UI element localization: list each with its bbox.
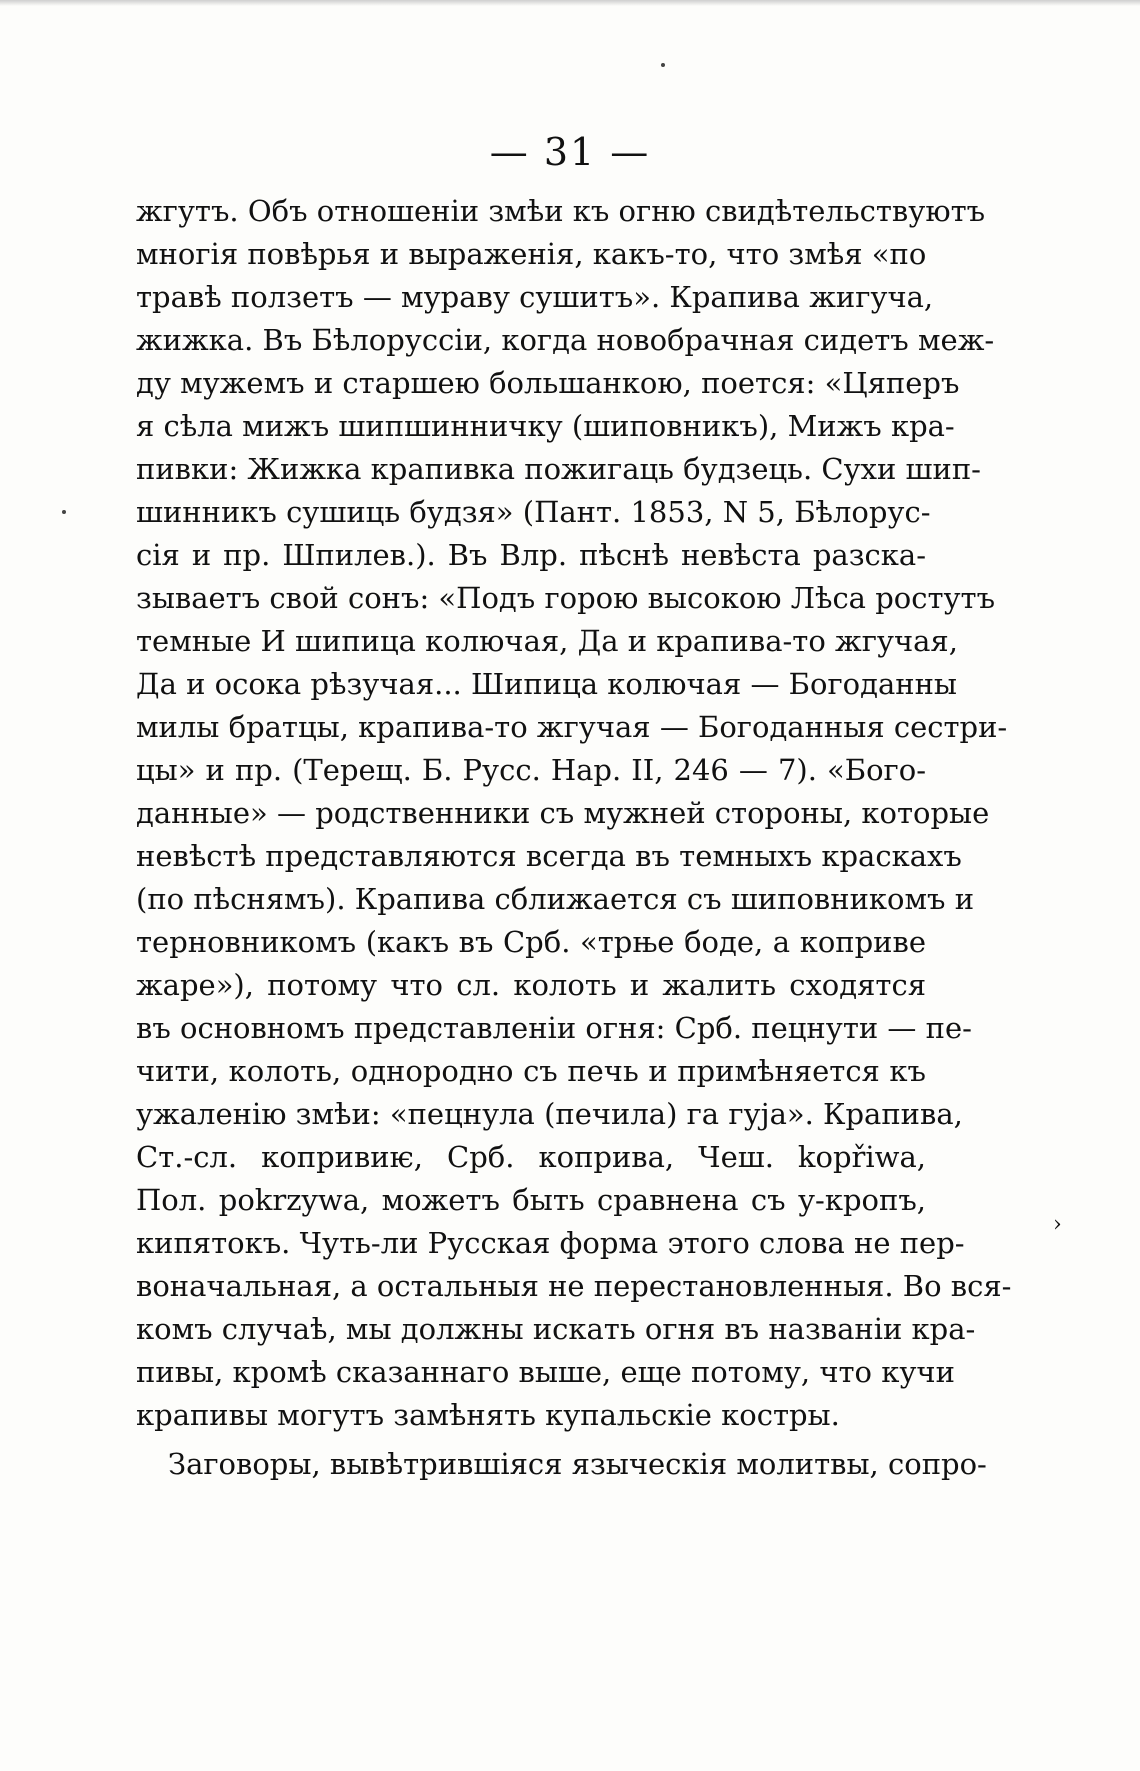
page-number: — 31 —: [489, 130, 651, 174]
text-line: пивки: Жижка крапивка пожигаць будзець. Сухи шип-: [136, 452, 981, 486]
text-line: жаре»), потому что сл. колоть и жалить сходятся: [136, 968, 926, 1002]
text-line: Ст.-сл. копривиѥ, Срб. коприва, Чеш. kopřiwa,: [136, 1140, 926, 1174]
text-line: кипятокъ. Чуть-ли Русская форма этого слова не пер-: [136, 1226, 965, 1260]
text-line: жгутъ. Объ отношеніи змѣи къ огню свидѣтельствуютъ: [136, 194, 986, 228]
text-line: милы братцы, крапива-то жгучая — Богоданныя сестри-: [136, 710, 1008, 744]
text-line: сія и пр. Шпилев.). Въ Влр. пѣснѣ невѣста разска-: [136, 538, 926, 572]
text-line: крапивы могутъ замѣнять купальскіе костры.: [136, 1398, 840, 1432]
text-line: Пол. pokrzywa, можетъ быть сравнена съ у-кропъ,: [136, 1183, 926, 1217]
text-line: пивы, кромѣ сказаннаго выше, еще потому, что кучи: [136, 1355, 955, 1389]
text-line: многія повѣрья и выраженія, какъ-то, что змѣя «по: [136, 237, 927, 271]
margin-mark: ›: [1053, 1212, 1062, 1237]
text-line: терновникомъ (какъ въ Срб. «трње боде, а коприве: [136, 925, 926, 959]
stray-dot-top: [661, 63, 665, 67]
text-line: травѣ ползетъ — мураву сушитъ». Крапива жигуча,: [136, 280, 934, 314]
text-line: жижка. Въ Бѣлоруссіи, когда новобрачная сидетъ меж-: [136, 323, 995, 357]
text-line: Заговоры, вывѣтрившіяся языческія молитвы, сопро-: [168, 1447, 987, 1481]
scan-top-edge: [0, 0, 1140, 6]
body-text: [136, 190, 1012, 1486]
text-line: я сѣла мижъ шипшинничку (шиповникъ), Мижъ кра-: [136, 409, 955, 443]
text-line: темные И шипица колючая, Да и крапива-то жгучая,: [136, 624, 958, 658]
text-line: въ основномъ представленіи огня: Срб. пецнути — пе-: [136, 1011, 972, 1045]
text-line: зываетъ свой сонъ: «Подъ горою высокою Лѣса ростутъ: [136, 581, 996, 615]
stray-dot-left: [62, 510, 66, 514]
text-line: невѣстѣ представляются всегда въ темныхъ краскахъ: [136, 839, 962, 873]
text-line: чити, колоть, однородно съ печь и примѣняется къ: [136, 1054, 926, 1088]
text-line: ужаленію змѣи: «пецнула (печила) га гуја». Крапива,: [136, 1097, 963, 1131]
text-line: воначальная, а остальныя не перестановленныя. Во вся-: [136, 1269, 1012, 1303]
text-line: цы» и пр. (Терещ. Б. Русс. Нар. II, 246 — 7). «Бого-: [136, 753, 926, 787]
text-line: комъ случаѣ, мы должны искать огня въ названіи кра-: [136, 1312, 976, 1346]
text-line: ду мужемъ и старшею большанкою, поется: «Цяперъ: [136, 366, 960, 400]
text-line: Да и осока рѣзучая... Шипица колючая — Богоданны: [136, 667, 957, 701]
text-line: данные» — родственники съ мужней стороны, которые: [136, 796, 990, 830]
text-line: шинникъ сушиць будзя» (Пант. 1853, N 5, Бѣлорус-: [136, 495, 931, 529]
text-line: (по пѣснямъ). Крапива сближается съ шиповникомъ и: [136, 882, 975, 916]
